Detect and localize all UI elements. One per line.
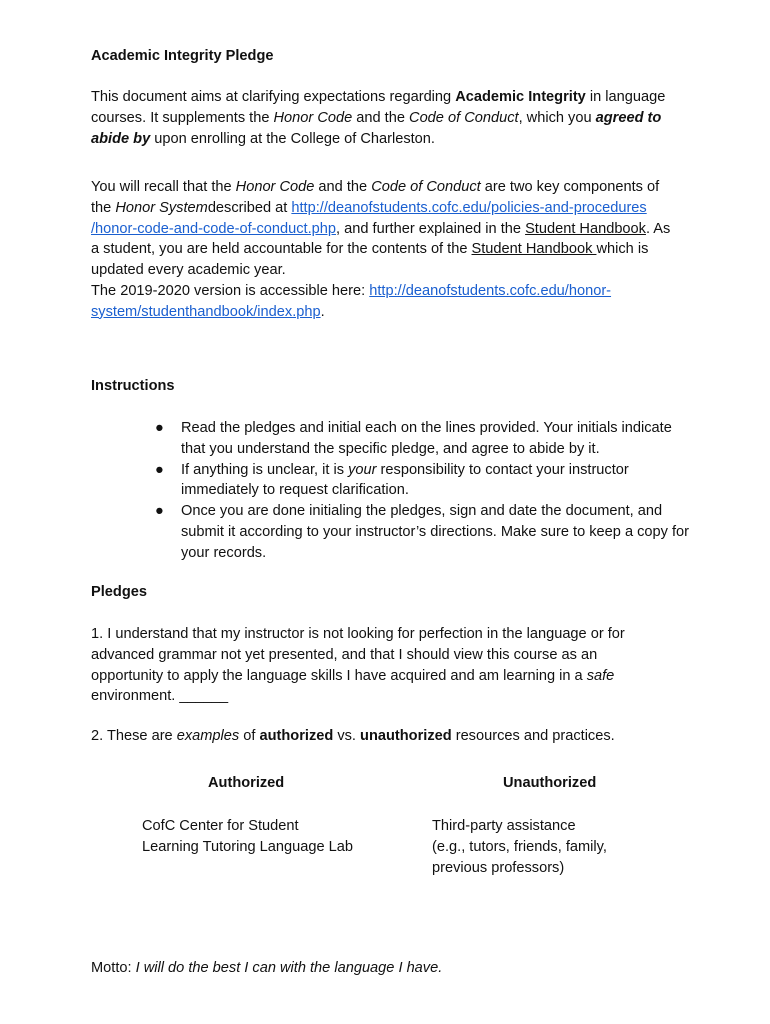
unauthorized-item-line: previous professors) bbox=[432, 859, 565, 876]
document-title: Academic Integrity Pledge bbox=[91, 48, 274, 64]
bullet-icon: ● bbox=[155, 503, 164, 520]
recall-text: , and further explained in the bbox=[336, 220, 526, 237]
pledge-text: 1. I understand that my instructor is not looking for perfection in the language or for advanced grammar not yet presented, and that I should view this course as an opportunity to apply the language skills I have acquired and am learning in a bbox=[91, 626, 625, 684]
intro-text: , which you bbox=[518, 109, 596, 126]
intro-italic: Honor Code bbox=[273, 109, 353, 126]
pledge-text: of bbox=[239, 728, 260, 744]
recall-text: which is updated every academic year. bbox=[91, 241, 649, 279]
unauthorized-header: Unauthorized bbox=[503, 775, 597, 791]
list-item-italic: your bbox=[348, 461, 377, 478]
handbook-link[interactable]: http://deanofstudents.cofc.edu/honor-system/studenthandbook/index.php bbox=[91, 282, 612, 320]
list-item bbox=[155, 501, 695, 563]
recall-italic: Code of Conduct bbox=[371, 179, 481, 195]
list-item-text: Once you are done initialing the pledges, sign and date the document, and submit it according to your instructor’s directions. Make sure to keep a copy for your records. bbox=[181, 503, 690, 561]
intro-bold: Academic Integrity bbox=[455, 89, 586, 105]
pledge-text: vs. bbox=[333, 728, 361, 744]
authorized-item-line: Learning Tutoring Language Lab bbox=[142, 838, 353, 855]
pledge-text: 2. These are bbox=[91, 728, 177, 744]
unauthorized-column bbox=[432, 816, 607, 878]
motto-label: Motto: bbox=[91, 960, 136, 976]
recall-paragraph bbox=[91, 177, 681, 323]
pledges-heading: Pledges bbox=[91, 584, 147, 600]
pledge-italic: examples bbox=[176, 728, 240, 744]
list-item bbox=[155, 418, 695, 460]
intro-text: and the bbox=[352, 109, 410, 126]
pledge-bold: unauthorized bbox=[360, 728, 452, 744]
authorized-column bbox=[142, 816, 353, 858]
bullet-icon: ● bbox=[155, 461, 164, 478]
student-handbook-ref: Student Handbook bbox=[471, 241, 597, 258]
student-handbook-ref: Student Handbook bbox=[525, 220, 646, 237]
policies-link-part2[interactable]: /honor-code-and-code-of-conduct.php bbox=[91, 220, 337, 237]
unauthorized-item-line: (e.g., tutors, friends, family, bbox=[432, 838, 607, 855]
instructions-list bbox=[155, 418, 695, 564]
unauthorized-item-line: Third-party assistance bbox=[432, 818, 576, 834]
pledge-bold: authorized bbox=[259, 728, 334, 744]
recall-text: described at bbox=[207, 199, 292, 216]
list-item-text: responsibility to contact your instructor immediately to request clarification. bbox=[181, 461, 629, 499]
motto-text: I will do the best I can with the language I have. bbox=[135, 960, 443, 976]
authorized-header: Authorized bbox=[208, 775, 285, 791]
bullet-icon: ● bbox=[155, 420, 164, 436]
instructions-heading: Instructions bbox=[91, 378, 175, 394]
list-item-text: Read the pledges and initial each on the lines provided. Your initials indicate that you understand the specific pledge, and agree to abide by it. bbox=[181, 420, 672, 457]
recall-text: You will recall that the bbox=[91, 179, 236, 195]
intro-text: in language courses. It supplements the bbox=[91, 89, 666, 126]
intro-paragraph bbox=[91, 87, 691, 149]
intro-text: This document aims at clarifying expectations regarding bbox=[91, 89, 456, 105]
recall-text: . bbox=[320, 303, 325, 320]
intro-bold-italic: agreed to abide by bbox=[91, 109, 662, 147]
list-item-text: If anything is unclear, it is bbox=[181, 461, 349, 478]
policies-link-part1[interactable]: http://deanofstudents.cofc.edu/policies-and-procedures bbox=[291, 199, 647, 216]
recall-text: . As a student, you are held accountable for the contents of the bbox=[91, 220, 671, 258]
pledge-initial-line: environment. ______ bbox=[91, 688, 229, 705]
recall-italic: Honor Code bbox=[235, 179, 315, 195]
pledge-text: resources and practices. bbox=[451, 728, 615, 744]
list-item bbox=[155, 460, 695, 502]
authorized-item-line: CofC Center for Student bbox=[142, 818, 299, 834]
intro-italic: Code of Conduct bbox=[409, 109, 519, 126]
recall-text: and the bbox=[314, 179, 372, 195]
recall-text: are two key components of the bbox=[91, 179, 660, 216]
pledge-italic: safe bbox=[586, 667, 615, 684]
motto bbox=[91, 958, 442, 979]
pledge-2 bbox=[91, 726, 691, 747]
recall-text: The 2019-2020 version is accessible here: bbox=[91, 282, 370, 299]
recall-italic: Honor System bbox=[115, 199, 208, 216]
pledge-1 bbox=[91, 624, 666, 707]
intro-text: upon enrolling at the College of Charleston. bbox=[150, 130, 435, 147]
